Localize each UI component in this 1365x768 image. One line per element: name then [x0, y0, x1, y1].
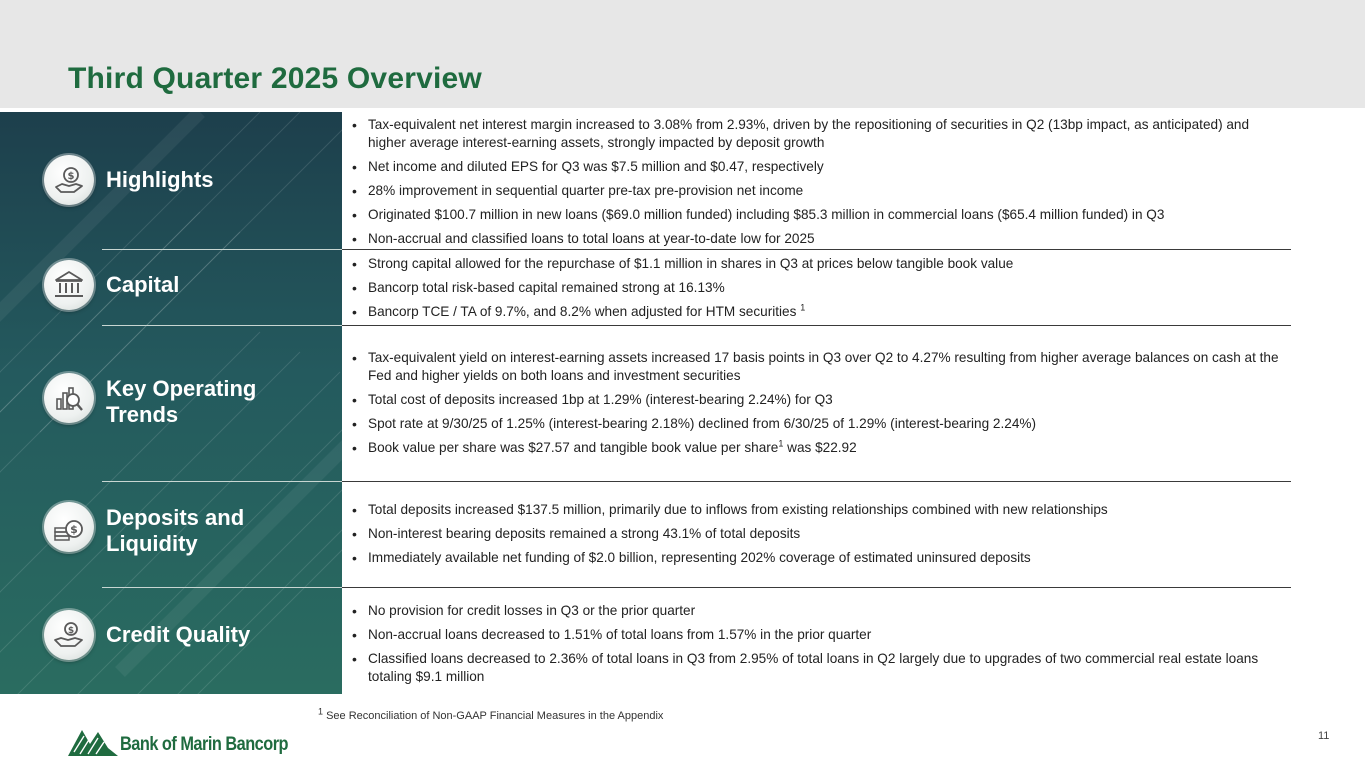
- page-title: Third Quarter 2025 Overview: [68, 62, 482, 95]
- svg-text:$: $: [67, 171, 75, 182]
- divider: [342, 481, 1291, 482]
- list-item: • Tax-equivalent yield on interest-earning assets increased 17 basis points in Q3 over Q2 to 4.27% resulting from higher average balances on cash at the Fed and higher yields on both loans and investment securities: [346, 349, 1290, 385]
- list-item: • Classified loans decreased to 2.36% of total loans in Q3 from 2.95% of total loans in Q2 largely due to upgrades of two commercial real estate loans totaling $9.1 million: [346, 650, 1290, 686]
- highlights-bullet-list: [346, 116, 1290, 254]
- list-item: • Non-interest bearing deposits remained a strong 43.1% of total deposits: [346, 525, 1290, 543]
- list-item: • Strong capital allowed for the repurchase of $1.1 million in shares in Q3 at prices below tangible book value: [346, 255, 1290, 273]
- capital-bullet-list: [346, 255, 1290, 327]
- divider: [102, 481, 342, 482]
- section-label-key-operating-trends: Key Operating Trends: [106, 376, 257, 427]
- list-item: • Tax-equivalent net interest margin increased to 3.08% from 2.93%, driven by the repositioning of securities in Q2 (13bp impact, as anticipated) and higher average interest-earning assets, strongly impacted by deposit growth: [346, 116, 1290, 152]
- list-item: • No provision for credit losses in Q3 or the prior quarter: [346, 602, 1290, 620]
- footnote: $^1$ See Reconciliation of Non-GAAP Financial Measures in the Appendix: [318, 706, 664, 722]
- divider: [102, 325, 342, 326]
- divider: [102, 249, 342, 250]
- list-item: • Immediately available net funding of $2.0 billion, representing 202% coverage of estimated uninsured deposits: [346, 549, 1290, 567]
- list-item: • Non-accrual loans decreased to 1.51% of total loans from 1.57% in the prior quarter: [346, 626, 1290, 644]
- list-item: • Book value per share was $27.57 and tangible book value per share$^1$ was $22.92: [346, 439, 1290, 457]
- bank-building-icon: [44, 260, 94, 310]
- list-item: • Total deposits increased $137.5 million, primarily due to inflows from existing relationships combined with new relationships: [346, 501, 1290, 519]
- list-item: • Non-accrual and classified loans to total loans at year-to-date low for 2025: [346, 230, 1290, 248]
- page-number: 11: [1318, 730, 1330, 742]
- section-label-capital: Capital: [106, 272, 180, 297]
- list-item: • Bancorp TCE / TA of 9.7%, and 8.2% when adjusted for HTM securities $^1$: [346, 303, 1290, 321]
- svg-text:$: $: [67, 626, 75, 636]
- list-item: • Total cost of deposits increased 1bp at 1.29% (interest-bearing 2.24%) for Q3: [346, 391, 1290, 409]
- mountain-logo-icon: [68, 718, 118, 756]
- section-label-highlights: Highlights: [106, 167, 214, 192]
- list-item: • Net income and diluted EPS for Q3 was $7.5 million and $0.47, respectively: [346, 158, 1290, 176]
- section-label-credit-quality: Credit Quality: [106, 622, 251, 647]
- divider: [102, 587, 342, 588]
- hand-money-icon: [44, 155, 94, 205]
- section-label-deposits-liquidity: Deposits and Liquidity: [106, 505, 245, 556]
- divider: [342, 587, 1291, 588]
- hand-coin-icon: [44, 610, 94, 660]
- list-item: • Bancorp total risk-based capital remained strong at 16.13%: [346, 279, 1290, 297]
- cash-stack-icon: [44, 502, 94, 552]
- deposits-liquidity-bullet-list: [346, 501, 1290, 573]
- company-logo: [68, 718, 315, 756]
- list-item: • 28% improvement in sequential quarter pre-tax pre-provision net income: [346, 182, 1290, 200]
- credit-quality-bullet-list: [346, 602, 1290, 692]
- key-operating-trends-bullet-list: [346, 349, 1290, 463]
- logo-wordmark: Bank of Marin Bancorp: [120, 734, 289, 755]
- chart-magnifier-icon: [44, 373, 94, 423]
- list-item: • Spot rate at 9/30/25 of 1.25% (interest-bearing 2.18%) declined from 6/30/25 of 1.29% (interest-bearing 2.24%): [346, 415, 1290, 433]
- list-item: • Originated $100.7 million in new loans ($69.0 million funded) including $85.3 million in commercial loans ($65.4 million funded) in Q3: [346, 206, 1290, 224]
- svg-text:$: $: [70, 523, 78, 536]
